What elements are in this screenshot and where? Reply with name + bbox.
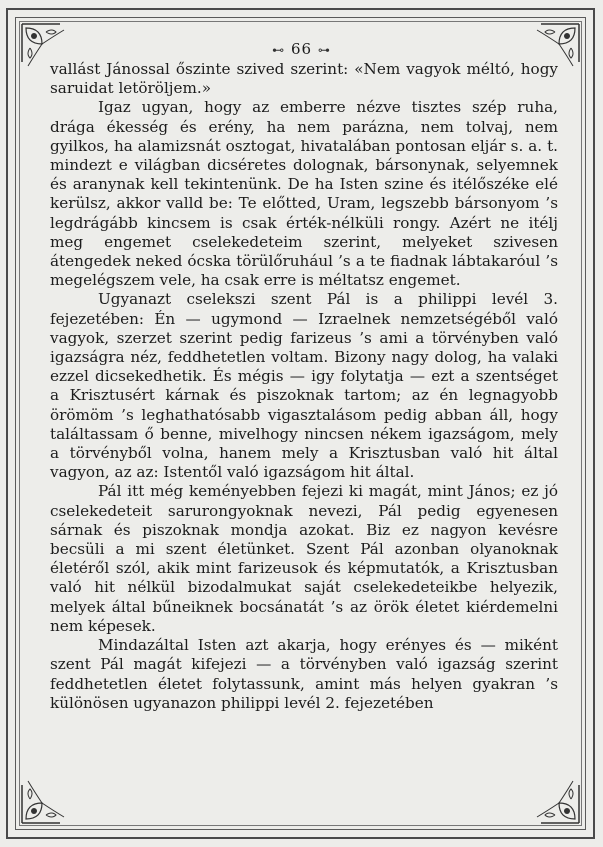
page-header bbox=[0, 40, 603, 58]
corner-ornament-icon bbox=[20, 765, 80, 825]
page-number: 66 bbox=[290, 40, 313, 58]
header-ornament-left-icon: ⊷ bbox=[272, 43, 286, 57]
paragraph: Ugyanazt cselekszi szent Pál is a philippi levél 3. fejezetében: Én — ugymond — Izraelnek nemzetségéből való vagyok, szerzet szerint pedig farizeus ’s ami a törvényben való igazságra néz, feddhetetlen voltam. Bizony nagy dolog, ha valaki ezzel dicsekedhetik. És mégis — igy folytatja — ezt a szentséget a Krisztusért kárnak és piszoknak tartom; az én legnagyobb örömöm ’s leghathatósabb vigasztalásom pedig abban áll, hogy találtassam ő benne, mivelhogy nincsen nékem igazságom, mely a törvényből volna, hanem mely a Krisztusban való hit által vagyon, az az: Istentől való igazságom hit által. bbox=[50, 290, 558, 482]
paragraph: Pál itt még keményebben fejezi ki magát, mint János; ez jó cselekedeteit sarurongyoknak nevezi, Pál pedig egyenesen sárnak és piszoknak mondja azokat. Biz ez nagyon kevésre becsüli a mi szent életünket. Szent Pál azonban olyanoknak életéről szól, akik mint farizeusok és képmutatók, a Krisztusban való hit nélkül bizodalmukat saját cselekedeteikbe helyezik, melyek által bűneiknek bocsánatát ’s az örök életet kiérdemelni nem képesek. bbox=[50, 482, 558, 635]
body-text bbox=[50, 60, 558, 713]
corner-ornament-icon bbox=[521, 765, 581, 825]
paragraph: Igaz ugyan, hogy az emberre nézve tisztes szép ruha, drága ékesség és erény, ha nem parázna, nem tolvaj, nem gyilkos, ha alamizsnát osztogat, hivatalában pontosan eljár s. a. t. mindezt e világban dicséretes dolognak, bársonynak, selyemnek és aranynak kell tekintenünk. De ha Isten szine és itélőszéke elé kerülsz, akkor valld be: Te előtted, Uram, legszebb bársonyom ’s legdrágább kincsem is csak érték-nélküli rongy. Azért ne itélj meg engemet cselekedeteim szerint, melyeket szivesen átengedek neked ócska törülőruhául ’s a te fiadnak lábtakaróul ’s megelégszem vele, ha csak erre is méltatsz engemet. bbox=[50, 98, 558, 290]
paragraph: vallást Jánossal őszinte szived szerint: «Nem vagyok méltó, hogy saruidat letöröljem.» bbox=[50, 60, 558, 98]
paragraph: Mindazáltal Isten azt akarja, hogy erényes és — miként szent Pál magát kifejezi — a törvényben való igazság szerint feddhetetlen életet folytassunk, amint más helyen gyakran ’s különösen ugyanazon philippi levél 2. fejezetében bbox=[50, 636, 558, 712]
header-ornament-right-icon: ⊶ bbox=[317, 43, 331, 57]
